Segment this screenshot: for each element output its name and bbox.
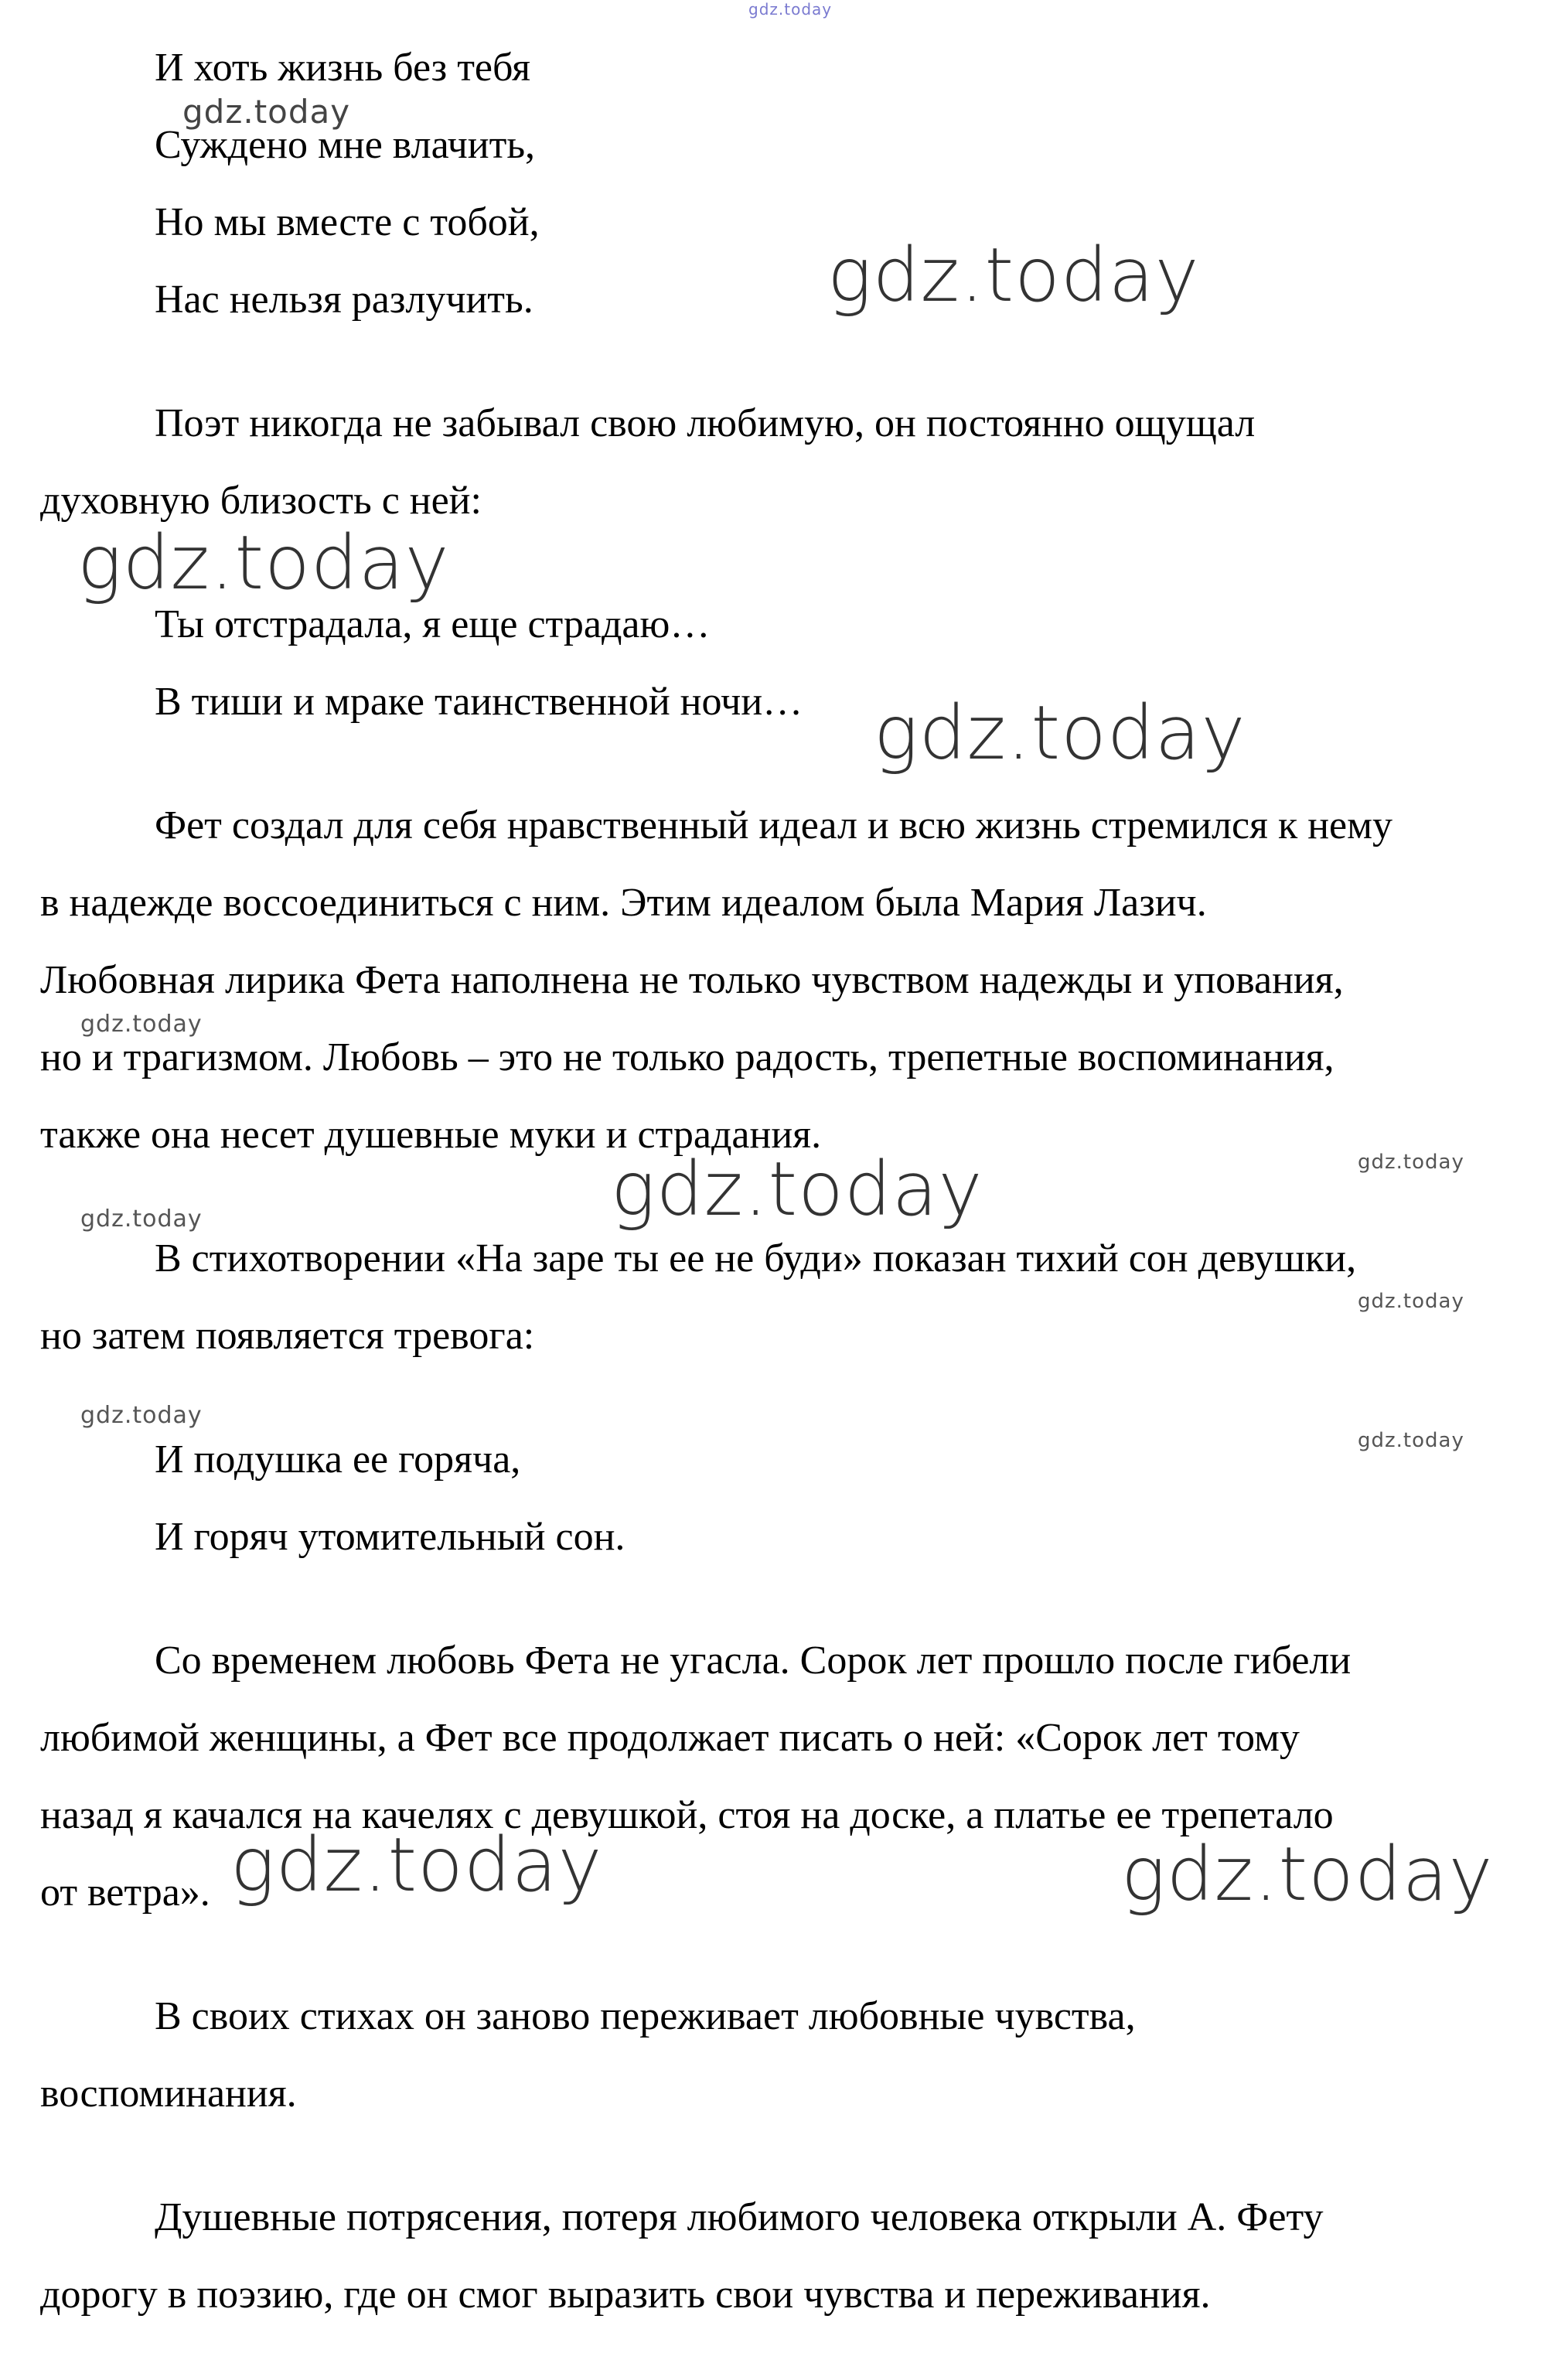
para1-line-1: Поэт никогда не забывал свою любимую, он постоянно ощущал [155,401,1256,445]
para6-line-1: Душевные потрясения, потеря любимого человека открыли А. Фету [155,2195,1324,2239]
para4-line-2: любимой женщины, а Фет все продолжает писать о ней: «Сорок лет тому [40,1716,1300,1760]
para4-line-3: назад я качался на качелях с девушкой, стоя на доске, а платье ее трепетало [40,1793,1334,1837]
para2-line-5: также она несет душевные муки и страдания. [40,1113,822,1157]
watermark-4: gdz.today [874,690,1246,776]
watermark-top-tiny: gdz.today [748,0,833,19]
watermark-9: gdz.today [1358,1290,1464,1313]
para2-line-1: Фет создал для себя нравственный идеал и всю жизнь стремился к нему [155,803,1393,847]
watermark-2: gdz.today [827,232,1200,319]
watermark-12: gdz.today [230,1822,603,1908]
poem3-line-1: И подушка ее горяча, [155,1437,521,1482]
poem1-line-1: И хоть жизнь без тебя [155,46,531,90]
para4-line-4: от ветра». [40,1870,210,1915]
poem2-line-1: Ты отстрадала, я еще страдаю… [155,602,711,646]
poem1-line-2: Суждено мне влачить, [155,123,536,167]
para5-line-2: воспоминания. [40,2072,297,2116]
poem2-line-2: В тиши и мраке таинственной ночи… [155,680,803,724]
para2-line-3: Любовная лирика Фета наполнена не только чувством надежды и упования, [40,958,1344,1002]
watermark-3: gdz.today [77,520,450,606]
poem3-line-2: И горяч утомительный сон. [155,1515,625,1559]
para1-line-2: духовную близость с ней: [40,479,482,523]
para4-line-1: Со временем любовь Фета не угасла. Сорок лет прошло после гибели [155,1639,1352,1683]
para2-line-2: в надежде воссоединиться с ним. Этим идеалом была Мария Лазич. [40,881,1207,925]
watermark-7: gdz.today [611,1146,983,1233]
poem1-line-4: Нас нельзя разлучить. [155,278,533,322]
watermark-10: gdz.today [80,1402,203,1429]
watermark-5: gdz.today [80,1011,203,1038]
para3-line-2: но затем появляется тревога: [40,1314,535,1358]
para3-line-1: В стихотворении «На заре ты ее не буди» показан тихий сон девушки, [155,1236,1357,1281]
watermark-8: gdz.today [80,1205,203,1233]
para2-line-4: но и трагизмом. Любовь – это не только радость, трепетные воспоминания, [40,1035,1335,1079]
para5-line-1: В своих стихах он заново переживает любовные чувства, [155,1994,1136,2038]
watermark-13: gdz.today [1121,1831,1494,1918]
watermark-1: gdz.today [182,93,351,131]
watermark-11: gdz.today [1358,1429,1464,1452]
poem1-line-3: Но мы вместе с тобой, [155,200,540,244]
watermark-6: gdz.today [1358,1151,1464,1174]
para6-line-2: дорогу в поэзию, где он смог выразить свои чувства и переживания. [40,2273,1211,2317]
